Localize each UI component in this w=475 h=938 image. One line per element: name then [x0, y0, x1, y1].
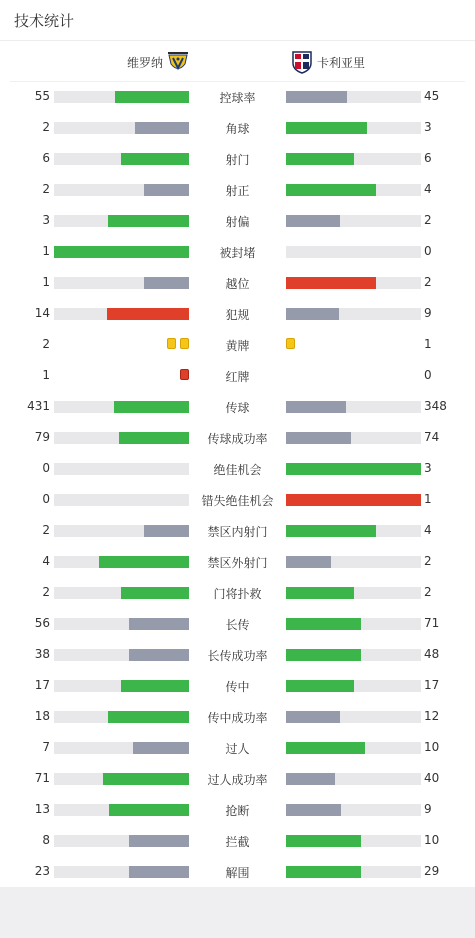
away-bar-track [286, 556, 421, 568]
home-bar [144, 525, 189, 537]
away-bar-track [286, 277, 421, 289]
stat-label: 犯规 [225, 308, 250, 322]
home-bar [109, 804, 189, 816]
away-value: 0 [424, 368, 432, 382]
home-bar-track [54, 742, 189, 754]
away-bar [286, 401, 346, 413]
away-value: 29 [424, 864, 440, 878]
away-cards [286, 338, 295, 349]
away-value: 12 [424, 709, 440, 723]
away-bar [286, 742, 365, 754]
home-bar [144, 277, 189, 289]
away-bar [286, 525, 376, 537]
away-bar [286, 122, 367, 134]
stat-row [0, 205, 475, 236]
away-bar-track [286, 618, 421, 630]
away-bar [286, 711, 340, 723]
home-value: 8 [42, 833, 50, 847]
stat-label: 抢断 [225, 804, 250, 818]
away-bar [286, 680, 354, 692]
stat-label: 过人 [225, 742, 250, 756]
stat-row [0, 577, 475, 608]
home-bar-track [54, 91, 189, 103]
away-bar [286, 432, 351, 444]
home-value: 17 [34, 678, 50, 692]
away-bar-track [286, 804, 421, 816]
away-bar [286, 556, 331, 568]
stat-label: 射门 [225, 153, 250, 167]
home-team-crest-icon [167, 50, 189, 74]
stat-label: 射正 [225, 184, 250, 198]
home-value: 1 [42, 275, 50, 289]
home-bar [121, 153, 189, 165]
stat-label: 传球 [225, 401, 250, 415]
home-bar-track [54, 773, 189, 785]
home-bar-track [54, 835, 189, 847]
away-value: 2 [424, 585, 432, 599]
red-card-icon [180, 369, 189, 380]
stat-row [0, 794, 475, 825]
away-bar-track [286, 215, 421, 227]
away-value: 2 [424, 275, 432, 289]
home-value: 2 [42, 585, 50, 599]
home-bar [108, 215, 189, 227]
stat-label: 绝佳机会 [213, 463, 262, 477]
away-bar-track [286, 866, 421, 878]
home-value: 1 [42, 368, 50, 382]
away-bar-track [286, 587, 421, 599]
home-bar [133, 742, 189, 754]
away-bar-track [286, 463, 421, 475]
away-bar-track [286, 91, 421, 103]
home-bar-track [54, 556, 189, 568]
stat-row [0, 546, 475, 577]
home-value: 2 [42, 182, 50, 196]
stat-label: 过人成功率 [207, 773, 268, 787]
away-bar-track [286, 494, 421, 506]
home-bar-track [54, 711, 189, 723]
away-team-name: 卡利亚里 [317, 55, 366, 70]
stats-list [0, 81, 475, 887]
stat-row [0, 608, 475, 639]
home-value: 6 [42, 151, 50, 165]
home-value: 3 [42, 213, 50, 227]
away-value: 9 [424, 802, 432, 816]
home-value: 14 [34, 306, 50, 320]
away-value: 4 [424, 182, 432, 196]
home-bar-track [54, 215, 189, 227]
stat-label: 角球 [225, 122, 250, 136]
away-value: 1 [424, 492, 432, 506]
stat-label: 长传 [225, 618, 250, 632]
stat-label: 长传成功率 [207, 649, 268, 663]
home-bar [54, 246, 189, 258]
home-value: 2 [42, 523, 50, 537]
stat-row [0, 763, 475, 794]
home-bar-track [54, 308, 189, 320]
home-value: 38 [34, 647, 50, 661]
away-bar [286, 773, 335, 785]
stat-row [0, 174, 475, 205]
home-bar [114, 401, 189, 413]
away-bar-track [286, 835, 421, 847]
home-bar [129, 866, 189, 878]
away-bar-track [286, 308, 421, 320]
home-bar-track [54, 122, 189, 134]
home-bar-track [54, 432, 189, 444]
home-bar-track [54, 184, 189, 196]
home-bar-track [54, 804, 189, 816]
home-value: 431 [27, 399, 50, 413]
home-bar [99, 556, 189, 568]
away-bar [286, 184, 376, 196]
home-value: 71 [34, 771, 50, 785]
away-value: 4 [424, 523, 432, 537]
teams-header [10, 41, 465, 82]
stat-row [0, 298, 475, 329]
stat-row [0, 732, 475, 763]
stat-label: 解围 [225, 866, 250, 880]
away-bar [286, 215, 340, 227]
stat-row [0, 670, 475, 701]
away-team[interactable] [291, 50, 365, 74]
away-bar-track [286, 525, 421, 537]
away-team-crest-icon [291, 50, 313, 74]
page-title: 技术统计 [14, 11, 75, 30]
home-bar [129, 649, 189, 661]
home-value: 18 [34, 709, 50, 723]
home-bar-track [54, 680, 189, 692]
home-value: 4 [42, 554, 50, 568]
home-bar-track [54, 463, 189, 475]
away-value: 10 [424, 833, 440, 847]
home-value: 2 [42, 337, 50, 351]
home-value: 56 [34, 616, 50, 630]
away-bar [286, 308, 339, 320]
away-bar [286, 835, 361, 847]
stat-label: 错失绝佳机会 [201, 494, 274, 508]
home-bar-track [54, 401, 189, 413]
stat-row [0, 422, 475, 453]
stat-label: 传球成功率 [207, 432, 268, 446]
home-bar [121, 680, 189, 692]
home-cards [167, 338, 189, 349]
away-bar-track [286, 680, 421, 692]
home-team[interactable] [127, 50, 189, 74]
away-bar [286, 866, 361, 878]
home-bar [119, 432, 189, 444]
away-bar [286, 91, 347, 103]
away-bar-track [286, 649, 421, 661]
away-bar-track [286, 153, 421, 165]
away-bar [286, 463, 421, 475]
away-bar [286, 618, 361, 630]
stat-label: 传中 [225, 680, 250, 694]
away-bar [286, 494, 421, 506]
stat-label: 射偏 [225, 215, 250, 229]
stat-row [0, 484, 475, 515]
away-value: 3 [424, 120, 432, 134]
stat-label: 拦截 [225, 835, 250, 849]
away-value: 10 [424, 740, 440, 754]
away-value: 17 [424, 678, 440, 692]
stat-label: 传中成功率 [207, 711, 268, 725]
away-bar-track [286, 122, 421, 134]
away-bar [286, 277, 376, 289]
away-bar [286, 804, 341, 816]
stat-label: 红牌 [225, 370, 250, 384]
home-bar [108, 711, 189, 723]
home-bar [129, 618, 189, 630]
stat-label: 控球率 [219, 91, 256, 105]
away-value: 9 [424, 306, 432, 320]
stat-label: 被封堵 [219, 246, 256, 260]
home-value: 0 [42, 492, 50, 506]
away-bar-track [286, 401, 421, 413]
home-team-name: 维罗纳 [126, 55, 163, 70]
home-value: 55 [34, 89, 50, 103]
stat-row [0, 112, 475, 143]
stat-row [0, 391, 475, 422]
away-value: 2 [424, 213, 432, 227]
stat-row [0, 825, 475, 856]
away-bar-track [286, 432, 421, 444]
yellow-card-icon [286, 338, 295, 349]
away-bar-track [286, 184, 421, 196]
home-bar-track [54, 618, 189, 630]
stat-label: 禁区外射门 [207, 556, 268, 570]
away-value: 3 [424, 461, 432, 475]
home-value: 0 [42, 461, 50, 475]
away-bar-track [286, 742, 421, 754]
stat-row [0, 267, 475, 298]
yellow-card-icon [167, 338, 176, 349]
home-bar-track [54, 587, 189, 599]
stat-row [0, 701, 475, 732]
away-value: 74 [424, 430, 440, 444]
stat-row [0, 515, 475, 546]
away-value: 6 [424, 151, 432, 165]
away-bar [286, 587, 354, 599]
away-bar [286, 649, 361, 661]
home-bar [115, 91, 189, 103]
home-bar [144, 184, 189, 196]
stat-row [0, 453, 475, 484]
away-value: 45 [424, 89, 440, 103]
home-cards [180, 369, 189, 380]
away-value: 0 [424, 244, 432, 258]
away-value: 2 [424, 554, 432, 568]
home-value: 1 [42, 244, 50, 258]
away-value: 48 [424, 647, 440, 661]
away-value: 40 [424, 771, 440, 785]
home-bar [121, 587, 189, 599]
away-bar [286, 153, 354, 165]
home-bar-track [54, 494, 189, 506]
home-value: 79 [34, 430, 50, 444]
away-bar-track [286, 773, 421, 785]
away-value: 71 [424, 616, 440, 630]
home-bar-track [54, 525, 189, 537]
home-bar-track [54, 277, 189, 289]
away-value: 1 [424, 337, 432, 351]
stat-label: 越位 [225, 277, 250, 291]
stat-label: 黄牌 [225, 339, 250, 353]
yellow-card-icon [180, 338, 189, 349]
stat-label: 禁区内射门 [207, 525, 268, 539]
away-bar-track [286, 246, 421, 258]
stat-row [0, 236, 475, 267]
stat-label: 门将扑救 [213, 587, 262, 601]
home-bar-track [54, 246, 189, 258]
home-bar-track [54, 649, 189, 661]
stat-row [0, 856, 475, 887]
stat-row [0, 360, 475, 391]
home-value: 13 [34, 802, 50, 816]
stat-row [0, 81, 475, 112]
home-bar [107, 308, 189, 320]
home-value: 2 [42, 120, 50, 134]
section-header [0, 0, 475, 41]
stat-row [0, 329, 475, 360]
home-value: 7 [42, 740, 50, 754]
away-bar-track [286, 711, 421, 723]
home-bar-track [54, 153, 189, 165]
home-bar-track [54, 866, 189, 878]
home-value: 23 [34, 864, 50, 878]
stat-row [0, 639, 475, 670]
home-bar [135, 122, 189, 134]
home-bar [129, 835, 189, 847]
stat-row [0, 143, 475, 174]
home-bar [103, 773, 189, 785]
away-value: 348 [424, 399, 447, 413]
